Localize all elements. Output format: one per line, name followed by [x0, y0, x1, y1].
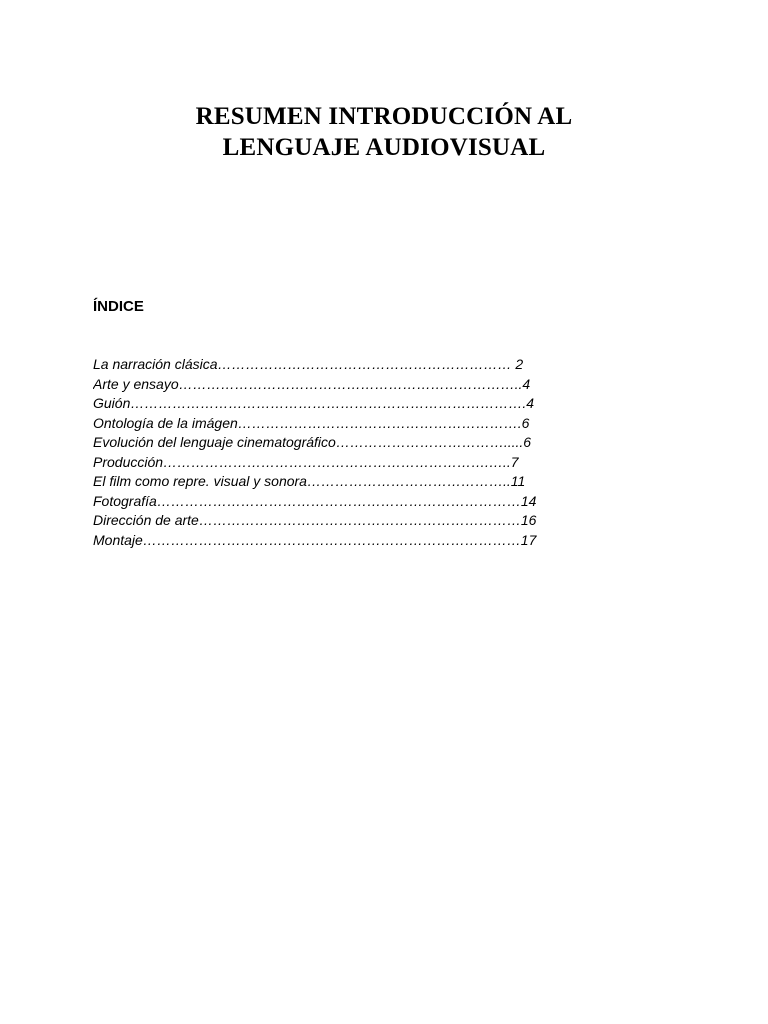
toc-entry: El film como repre. visual y sonora……………………………………..11 — [93, 473, 526, 489]
title-line-2: LENGUAJE AUDIOVISUAL — [222, 133, 546, 161]
table-of-contents — [93, 355, 593, 550]
title-line-1: RESUMEN INTRODUCCIÓN AL — [195, 102, 573, 130]
toc-entry: Ontología de la imágen…………………………………………………….6 — [93, 414, 530, 431]
toc-entry: Arte y ensayo………………………………………………………………..4 — [93, 375, 531, 392]
toc-entry: Producción…………………………………………………………….…..7 — [93, 453, 519, 470]
toc-entry: Guión………………………………………………………………………….4 — [93, 395, 535, 411]
toc-entry: La narración clásica……………………………………………………… 2 — [93, 356, 524, 372]
document-title — [0, 101, 768, 163]
toc-entry: Evolución del lenguaje cinematográfico……………………………….....6 — [93, 434, 532, 450]
index-heading: ÍNDICE — [93, 298, 144, 315]
toc-entry: Fotografía……………………………………………………………………14 — [93, 492, 537, 509]
toc-entry: Dirección de arte……………………………………………………………16 — [93, 512, 537, 528]
toc-entry: Montaje………………………………………………………………………17 — [93, 531, 537, 548]
